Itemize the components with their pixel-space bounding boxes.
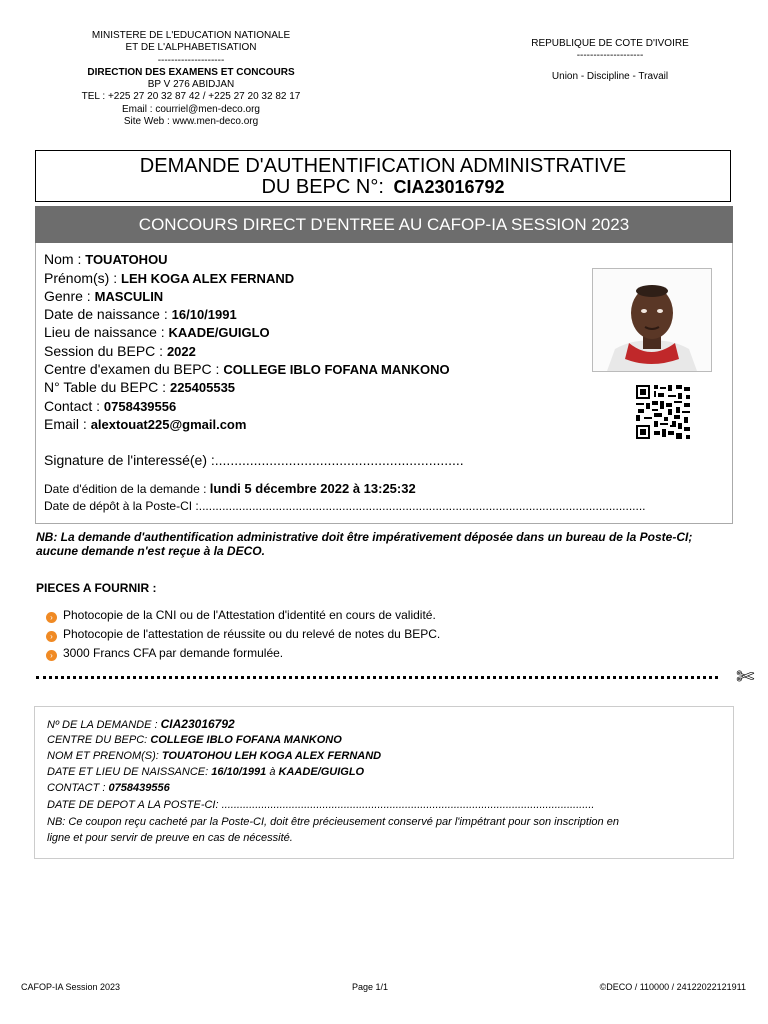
title-prefix: DU BEPC N°: (261, 176, 384, 198)
field-table (44, 379, 235, 395)
title-line2 (36, 177, 730, 198)
qr-code-icon (636, 385, 690, 439)
footer-right: ©DECO / 110000 / 24122022121911 (599, 982, 746, 992)
coupon-dob-value: 16/10/1991 (211, 766, 267, 778)
field-lieu (44, 324, 270, 340)
chevron-right-icon: › (46, 631, 57, 642)
field-edition (44, 481, 416, 496)
depot-line: Date de dépôt à la Poste-CI :...................................................................................................................................... (44, 499, 646, 513)
lieu-label: Lieu de naissance : (44, 324, 165, 340)
email-value: alextouat225@gmail.com (90, 417, 247, 432)
coupon-contact-value: 0758439556 (108, 782, 170, 794)
field-session (44, 343, 196, 359)
table-label: N° Table du BEPC : (44, 379, 167, 395)
coupon-dob-label: DATE ET LIEU DE NAISSANCE: (47, 766, 209, 778)
piece-text: Photocopie de la CNI ou de l'Attestation d'identité en cours de validité. (63, 608, 436, 622)
coupon-dob (47, 766, 364, 778)
coupon-a: à (269, 766, 276, 778)
piece-item (46, 627, 440, 642)
nom-value: TOUATOHOU (85, 252, 168, 267)
ministry-line2: ET DE L'ALPHABETISATION (125, 42, 257, 54)
edition-value: lundi 5 décembre 2022 à 13:25:32 (209, 481, 416, 496)
field-prenom (44, 270, 294, 286)
coupon-nom-value: TOUATOHOU LEH KOGA ALEX FERNAND (161, 750, 382, 762)
coupon-lieu-value: KAADE/GUIGLO (278, 766, 365, 778)
phone-numbers: TEL : +225 27 20 32 87 42 / +225 27 20 32 82 17 (81, 91, 301, 103)
ministry-separator: -------------------- (157, 54, 225, 66)
cut-line (36, 676, 718, 679)
genre-label: Genre : (44, 288, 91, 304)
contact-value: 0758439556 (103, 399, 177, 414)
website: Site Web : www.men-deco.org (123, 116, 259, 128)
coupon-nb-line1: NB: Ce coupon reçu cacheté par la Poste-CI, doit être précieusement conservé par l'impétrant pour son inscription en (47, 816, 619, 828)
coupon-nom (47, 750, 381, 762)
table-value: 225405535 (169, 380, 236, 395)
field-dob (44, 306, 237, 322)
edition-label: Date d'édition de la demande : (44, 482, 207, 496)
footer-left: CAFOP-IA Session 2023 (21, 982, 121, 992)
coupon-centre-label: CENTRE DU BEPC: (47, 734, 148, 746)
prenom-value: LEH KOGA ALEX FERNAND (121, 271, 295, 286)
piece-text: Photocopie de l'attestation de réussite ou du relevé de notes du BEPC. (63, 627, 441, 641)
national-motto: Union - Discipline - Travail (551, 70, 669, 82)
candidate-photo (592, 268, 712, 372)
postal-address: BP V 276 ABIDJAN (147, 79, 235, 91)
ministry-line1: MINISTERE DE L'EDUCATION NATIONALE (91, 30, 291, 41)
coupon-num-value: CIA23016792 (160, 717, 235, 731)
scissors-icon: ✄ (736, 664, 755, 689)
ministry-header (56, 30, 326, 128)
field-email (44, 416, 246, 432)
document-title (35, 150, 731, 202)
piece-item (46, 646, 283, 661)
chevron-right-icon: › (46, 612, 57, 623)
contest-banner: CONCOURS DIRECT D'ENTREE AU CAFOP-IA SESSION 2023 (35, 206, 733, 243)
coupon-centre-value: COLLEGE IBLO FOFANA MANKONO (150, 734, 342, 746)
country-name: REPUBLIQUE DE COTE D'IVOIRE (531, 38, 689, 49)
coupon-centre (47, 734, 342, 746)
dob-value: 16/10/1991 (171, 307, 237, 322)
session-value: 2022 (166, 344, 196, 359)
field-contact (44, 398, 176, 414)
session-label: Session du BEPC : (44, 343, 164, 359)
centre-value: COLLEGE IBLO FOFANA MANKONO (223, 362, 450, 377)
portrait-image (593, 269, 711, 371)
coupon-contact-label: CONTACT : (47, 782, 106, 794)
pieces-title: PIECES A FOURNIR : (36, 581, 157, 595)
piece-item (46, 608, 436, 623)
email-label: Email : (44, 416, 87, 432)
nb-notice: NB: La demande d'authentification administrative doit être impérativement déposée dans un bureau de la Poste-CI; aucune demande n'est reçue à la DECO. (36, 530, 693, 558)
genre-value: MASCULIN (94, 289, 164, 304)
prenom-label: Prénom(s) : (44, 270, 118, 286)
chevron-right-icon: › (46, 650, 57, 661)
coupon-nom-label: NOM ET PRENOM(S): (47, 750, 159, 762)
request-number: CIA23016792 (393, 177, 505, 197)
direction-name: DIRECTION DES EXAMENS ET CONCOURS (87, 66, 295, 78)
coupon-depot: DATE DE DEPOT A LA POSTE-CI: .......................................................................................................................... (47, 799, 595, 811)
contact-email: Email : courriel@men-deco.org (122, 103, 260, 115)
country-separator: -------------------- (576, 50, 644, 62)
coupon-num (47, 717, 235, 731)
coupon-nb-line2: ligne et pour servir de preuve en cas de nécessité. (47, 832, 293, 844)
field-centre (44, 361, 450, 377)
lieu-value: KAADE/GUIGLO (168, 325, 270, 340)
centre-label: Centre d'examen du BEPC : (44, 361, 220, 377)
footer-page: Page 1/1 (352, 982, 389, 992)
coupon-contact (47, 782, 170, 794)
piece-text: 3000 Francs CFA par demande formulée. (63, 646, 284, 660)
field-nom (44, 251, 168, 267)
contact-label: Contact : (44, 398, 101, 414)
republic-header (490, 38, 730, 83)
field-genre (44, 288, 163, 304)
dob-label: Date de naissance : (44, 306, 168, 322)
coupon-num-label: Nº DE LA DEMANDE : (47, 719, 158, 731)
title-line1: DEMANDE D'AUTHENTIFICATION ADMINISTRATIVE (139, 155, 627, 177)
nom-label: Nom : (44, 251, 82, 267)
signature-line: Signature de l'interessé(e) :................................................................ (44, 452, 464, 468)
